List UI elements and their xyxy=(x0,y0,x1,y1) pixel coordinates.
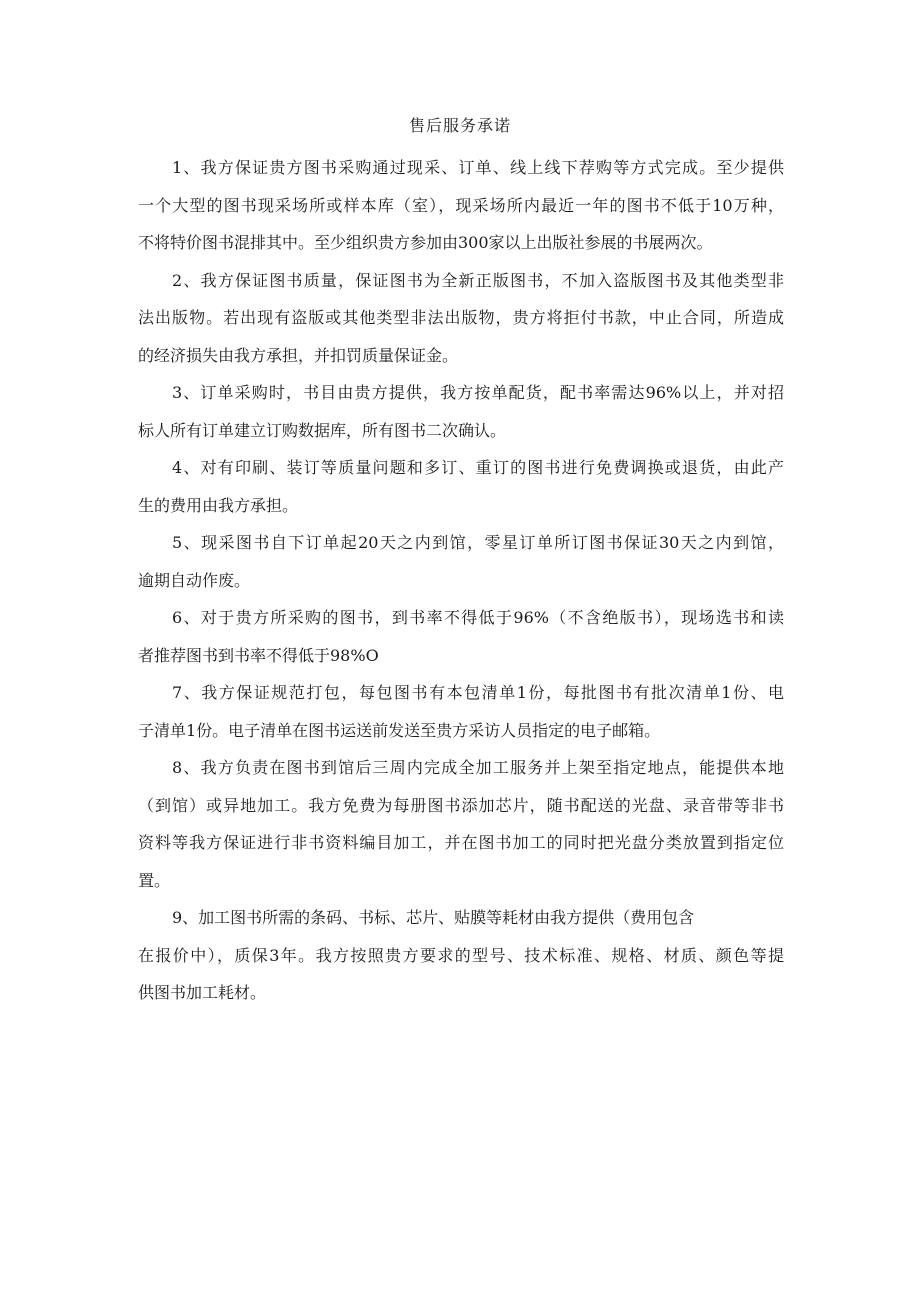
clause-6 xyxy=(138,599,784,674)
clause-line: （到馆）或异地加工。我方免费为每册图书添加芯片，随书配送的光盘、录音带等非书 xyxy=(138,795,784,815)
clause-2 xyxy=(138,262,784,375)
clause-4 xyxy=(138,449,784,524)
clause-line: 2、我方保证图书质量，保证图书为全新正版图书，不加入盗版图书及其他类型非 xyxy=(172,270,784,290)
clause-line: 不将特价图书混排其中。至少组织贵方参加由300家以上出版社参展的书展两次。 xyxy=(138,233,713,252)
clause-line: 4、对有印刷、装订等质量问题和多订、重订的图书进行免费调换或退货，由此产 xyxy=(172,458,784,477)
clause-list xyxy=(138,149,784,1012)
clause-line: 标人所有订单建立订购数据库，所有图书二次确认。 xyxy=(138,420,507,440)
clause-3 xyxy=(138,374,784,449)
clause-line: 8、我方负责在图书到馆后三周内完成全加工服务并上架至指定地点，能提供本地 xyxy=(172,758,784,777)
clause-7 xyxy=(138,674,784,749)
clause-1 xyxy=(138,149,784,262)
clause-line: 者推荐图书到书率不得低于98%O xyxy=(138,645,379,665)
clause-line: 9、加工图书所需的条码、书标、芯片、贴膜等耗材由我方提供（费用包含 xyxy=(172,908,695,927)
clause-line: 的经济损失由我方承担，并扣罚质量保证金。 xyxy=(138,345,459,365)
clause-line: 在报价中），质保3年。我方按照贵方要求的型号、技术标准、规格、材质、颜色等提 xyxy=(138,945,784,965)
clause-line: 子清单1份。电子清单在图书运送前发送至贵方采访人员指定的电子邮箱。 xyxy=(138,720,661,740)
clause-5 xyxy=(138,524,784,599)
clause-line: 供图书加工耗材。 xyxy=(138,983,267,1002)
clause-8 xyxy=(138,749,784,899)
clause-line: 一个大型的图书现采场所或样本库（室），现采场所内最近一年的图书不低于10万种， xyxy=(138,195,784,215)
clause-line: 1、我方保证贵方图书采购通过现采、订单、线上线下荐购等方式完成。至少提供 xyxy=(172,158,784,177)
clause-line: 7、我方保证规范打包，每包图书有本包清单1份，每批图书有批次清单1份、电 xyxy=(172,683,784,702)
clause-line: 3、订单采购时，书目由贵方提供，我方按单配货，配书率需达96%以上，并对招 xyxy=(172,383,784,402)
clause-line: 6、对于贵方所采购的图书，到书率不得低于96%（不含绝版书），现场选书和读 xyxy=(172,608,784,627)
clause-line: 逾期自动作废。 xyxy=(138,570,251,590)
clause-line: 法出版物。若出现有盗版或其他类型非法出版物，贵方将拒付书款，中止合同，所造成 xyxy=(138,308,784,327)
clause-line: 资料等我方保证进行非书资料编目加工，并在图书加工的同时把光盘分类放置到指定位 xyxy=(138,833,784,852)
clause-line: 置。 xyxy=(138,870,171,890)
clause-line: 生的费用由我方承担。 xyxy=(138,495,299,515)
document-title: 售后服务承诺 xyxy=(408,116,511,135)
clause-line: 5、现采图书自下订单起20天之内到馆，零星订单所订图书保证30天之内到馆， xyxy=(172,533,784,552)
clause-9 xyxy=(138,899,784,1012)
